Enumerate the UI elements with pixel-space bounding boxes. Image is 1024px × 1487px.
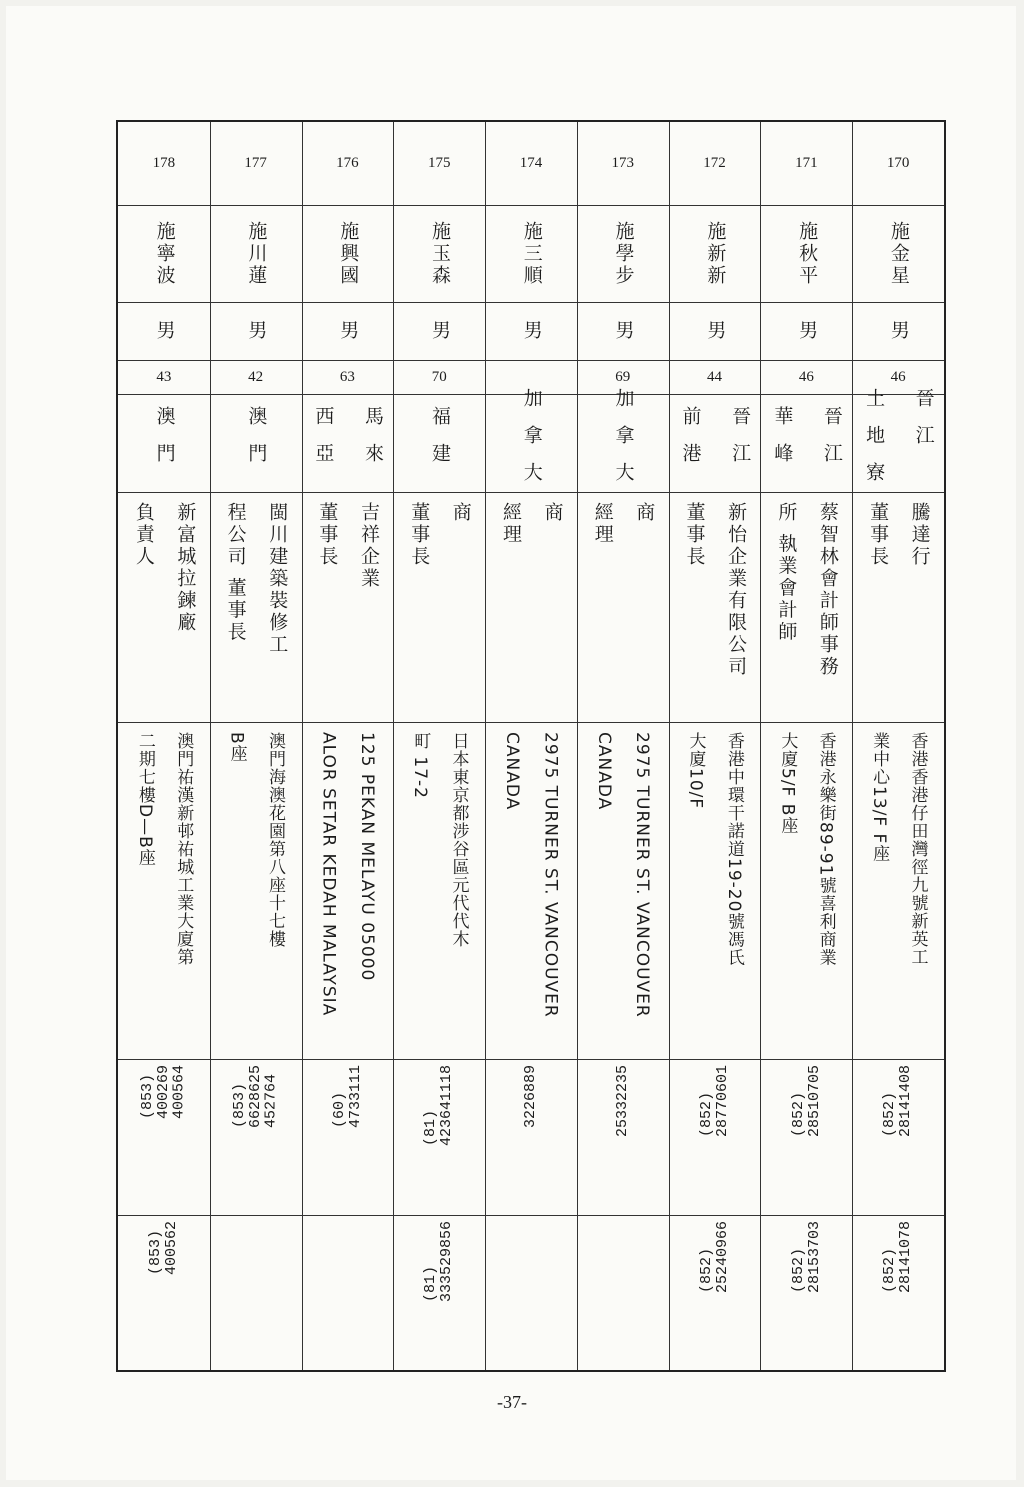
job-lines — [221, 502, 290, 656]
record-number: 171 — [795, 155, 818, 171]
address-lines — [132, 732, 197, 966]
address-line: 二期七樓D—B座 — [134, 732, 155, 867]
address-line: B座 — [226, 732, 247, 763]
record-171-age-cell — [760, 360, 852, 394]
address-line: CANADA — [593, 732, 614, 811]
member-name: 施玉森 — [428, 220, 451, 287]
fax-number: (852) 25240966 — [697, 1221, 731, 1294]
job-line: 董事長 — [408, 502, 431, 568]
sex-value: 男 — [796, 320, 819, 342]
phone-number: (853) 400269 400564 — [139, 1065, 188, 1120]
record-177-address-cell — [210, 722, 302, 1059]
record-174-no-cell — [485, 122, 577, 205]
member-name: 施金星 — [887, 220, 910, 287]
job-line: 負責人 — [132, 502, 155, 568]
member-name: 施學步 — [612, 220, 635, 287]
sex-value: 男 — [245, 320, 268, 342]
job-line: 新怡企業有限公司 — [725, 502, 748, 678]
job-lines — [313, 502, 382, 590]
address-line: 業中心13/F F座 — [869, 732, 890, 863]
record-176-tel2-cell — [302, 1215, 394, 1370]
sex-value: 男 — [428, 320, 451, 342]
place-lines — [150, 406, 178, 480]
address-line: 町 17-2 — [410, 732, 431, 799]
phone-number: (852) 28141408 — [881, 1065, 915, 1138]
age-value: 46 — [890, 368, 906, 385]
record-172-address-cell — [669, 722, 761, 1059]
address-line: 大廈10/F — [685, 732, 706, 810]
job-line: 董事長 — [867, 502, 890, 568]
phone-number: (852) 28770601 — [697, 1065, 731, 1138]
job-line: 新富城拉鍊廠 — [174, 502, 197, 634]
record-172-tel2-cell — [669, 1215, 761, 1370]
job-lines — [772, 502, 841, 678]
record-173-place-cell — [577, 387, 669, 499]
address-line: 香港中環干諾道19-20號馮氏 — [723, 732, 744, 967]
age-value: 70 — [431, 368, 447, 385]
age-value: 44 — [707, 368, 723, 385]
record-176-job-cell — [302, 492, 394, 722]
record-178-tel1-cell — [118, 1059, 210, 1215]
record-177-no-cell — [210, 122, 302, 205]
record-176-age-cell — [302, 360, 394, 394]
age-value: 42 — [248, 368, 264, 385]
record-number: 175 — [427, 155, 451, 171]
record-176-sex-cell — [302, 302, 394, 360]
place-lines — [309, 406, 386, 480]
job-line: 商 — [541, 502, 564, 524]
job-lines — [588, 502, 657, 546]
address-line: CANADA — [501, 732, 522, 811]
page-number: -37- — [497, 1392, 527, 1412]
job-line: 程公司 董事長 — [224, 502, 247, 644]
phone-number: 3226889 — [522, 1065, 540, 1129]
address-lines — [499, 732, 564, 1018]
phone-number: (852) 28510705 — [789, 1065, 823, 1138]
address-line: 125 PEKAN MELAYU 05000 — [356, 732, 377, 982]
place-line: 晉江 — [912, 387, 935, 462]
sex-value: 男 — [887, 320, 910, 342]
record-177-job-cell — [210, 492, 302, 722]
record-178-job-cell — [118, 492, 210, 722]
address-lines — [315, 732, 380, 1016]
age-value: 69 — [615, 368, 631, 385]
job-line: 經理 — [499, 502, 522, 546]
member-name: 施三順 — [520, 220, 543, 287]
record-174-job-cell — [485, 492, 577, 722]
record-173-sex-cell — [577, 302, 669, 360]
record-number: 174 — [519, 155, 543, 171]
age-value: 63 — [339, 368, 355, 385]
place-line: 華峰 — [771, 406, 794, 480]
record-173-no-cell — [577, 122, 669, 205]
place-line: 晉江 — [820, 406, 843, 480]
phone-number: (81) 423641118 — [422, 1065, 456, 1147]
record-172-job-cell — [669, 492, 761, 722]
record-173-job-cell — [577, 492, 669, 722]
record-178-name-cell — [118, 205, 210, 302]
place-lines — [242, 406, 270, 480]
job-line: 騰達行 — [908, 502, 931, 568]
record-173-tel2-cell — [577, 1215, 669, 1370]
record-172-tel1-cell — [669, 1059, 761, 1215]
record-177-age-cell — [210, 360, 302, 394]
member-name: 施川蓮 — [245, 220, 268, 287]
record-178-address-cell — [118, 722, 210, 1059]
record-171-address-cell — [760, 722, 852, 1059]
record-172-age-cell — [669, 360, 761, 394]
record-175-tel2-cell — [393, 1215, 485, 1370]
job-line: 商 — [633, 502, 656, 524]
record-178-tel2-cell — [118, 1215, 210, 1370]
record-177-place-cell — [210, 394, 302, 492]
job-line: 閩川建築裝修工 — [266, 502, 289, 656]
job-line: 經理 — [591, 502, 614, 546]
address-lines — [407, 732, 472, 948]
address-lines — [590, 732, 655, 1018]
sex-value: 男 — [153, 320, 176, 342]
record-175-sex-cell — [393, 302, 485, 360]
address-line: 日本東京都涉谷區元代代木 — [448, 732, 469, 948]
record-175-tel1-cell — [393, 1059, 485, 1215]
sex-value: 男 — [520, 320, 543, 342]
place-line: 西亞 — [312, 406, 335, 480]
record-170-tel1-cell — [852, 1059, 944, 1215]
place-lines — [860, 388, 937, 499]
place-line: 澳門 — [153, 406, 176, 480]
record-175-address-cell — [393, 722, 485, 1059]
record-176-tel1-cell — [302, 1059, 394, 1215]
record-174-place-cell — [485, 387, 577, 499]
job-lines — [496, 502, 565, 546]
record-176-place-cell — [302, 394, 394, 492]
place-line: 前港 — [679, 406, 702, 480]
record-number: 177 — [244, 155, 267, 171]
record-170-job-cell — [852, 492, 944, 722]
place-line: 晉江 — [729, 406, 752, 480]
place-line: 土地寮 — [863, 387, 886, 499]
record-172-place-cell — [669, 394, 761, 492]
place-lines — [609, 388, 637, 499]
job-lines — [864, 502, 933, 568]
record-171-name-cell — [760, 205, 852, 302]
record-173-address-cell — [577, 722, 669, 1059]
record-174-sex-cell — [485, 302, 577, 360]
phone-number: (60) 4733111 — [330, 1065, 364, 1129]
record-172-no-cell — [669, 122, 761, 205]
address-line: ALOR SETAR KEDAH MALAYSIA — [318, 732, 339, 1017]
record-174-tel1-cell — [485, 1059, 577, 1215]
record-170-name-cell — [852, 205, 944, 302]
member-name: 施寧波 — [153, 220, 176, 287]
address-lines — [866, 732, 931, 966]
fax-number: (853) 400562 — [147, 1221, 180, 1276]
job-line: 董事長 — [683, 502, 706, 568]
age-value: 46 — [798, 368, 814, 385]
job-lines — [680, 502, 749, 678]
job-lines — [129, 502, 198, 634]
record-178-no-cell — [118, 122, 210, 205]
record-178-place-cell — [118, 394, 210, 492]
age-value: 43 — [156, 368, 172, 385]
job-lines — [405, 502, 474, 568]
place-lines — [676, 406, 753, 480]
address-line: 香港香港仔田灣徑九號新英工 — [907, 732, 928, 966]
record-176-no-cell — [302, 122, 394, 205]
job-line: 董事長 — [316, 502, 339, 568]
record-177-tel1-cell — [210, 1059, 302, 1215]
address-line: 香港永樂街89-91號喜利商業 — [815, 732, 836, 967]
job-line: 所 執業會計師 — [775, 502, 798, 644]
record-174-address-cell — [485, 722, 577, 1059]
address-lines — [223, 732, 288, 948]
record-171-tel1-cell — [760, 1059, 852, 1215]
record-number: 173 — [611, 155, 634, 171]
fax-number: (852) 28141078 — [881, 1221, 915, 1294]
member-name: 施秋平 — [796, 220, 819, 287]
record-171-job-cell — [760, 492, 852, 722]
job-line: 商 — [449, 502, 472, 524]
record-171-no-cell — [760, 122, 852, 205]
record-number: 170 — [886, 155, 910, 171]
address-lines — [774, 732, 839, 966]
place-line: 馬來 — [361, 406, 384, 480]
record-174-name-cell — [485, 205, 577, 302]
record-175-age-cell — [393, 360, 485, 394]
place-line: 澳門 — [245, 406, 268, 480]
record-178-sex-cell — [118, 302, 210, 360]
member-directory-table — [116, 120, 946, 1372]
fax-number: (852) 28153703 — [789, 1221, 823, 1294]
place-line: 加拿大 — [612, 387, 635, 499]
job-line: 蔡智林會計師事務 — [816, 502, 839, 678]
address-lines — [682, 732, 747, 966]
record-175-place-cell — [393, 394, 485, 492]
fax-number: (81) 333529856 — [422, 1221, 456, 1303]
record-171-sex-cell — [760, 302, 852, 360]
record-176-address-cell — [302, 722, 394, 1059]
record-173-tel1-cell — [577, 1059, 669, 1215]
address-line: 大廈5/F B座 — [777, 732, 798, 835]
record-177-name-cell — [210, 205, 302, 302]
record-number: 178 — [152, 155, 176, 171]
member-name: 施新新 — [704, 220, 727, 287]
record-172-name-cell — [669, 205, 761, 302]
sex-value: 男 — [337, 320, 360, 342]
record-170-address-cell — [852, 722, 944, 1059]
record-170-sex-cell — [852, 302, 944, 360]
record-177-tel2-cell — [210, 1215, 302, 1370]
record-170-tel2-cell — [852, 1215, 944, 1370]
record-171-place-cell — [760, 394, 852, 492]
record-175-name-cell — [393, 205, 485, 302]
place-lines — [425, 406, 453, 480]
place-lines — [517, 388, 545, 499]
address-line: 2975 TURNER ST. VANCOUVER — [632, 732, 653, 1018]
record-175-job-cell — [393, 492, 485, 722]
phone-number: 25332235 — [613, 1065, 631, 1138]
record-176-name-cell — [302, 205, 394, 302]
sex-value: 男 — [704, 320, 727, 342]
record-number: 172 — [703, 155, 726, 171]
record-175-no-cell — [393, 122, 485, 205]
record-170-no-cell — [852, 122, 944, 205]
address-line: 2975 TURNER ST. VANCOUVER — [540, 732, 561, 1018]
record-174-tel2-cell — [485, 1215, 577, 1370]
address-line: 澳門海澳花園第八座十七樓 — [264, 732, 285, 948]
record-171-tel2-cell — [760, 1215, 852, 1370]
record-173-name-cell — [577, 205, 669, 302]
member-name: 施興國 — [337, 220, 360, 287]
sex-value: 男 — [612, 320, 635, 342]
record-number: 176 — [336, 155, 359, 171]
job-line: 吉祥企業 — [357, 502, 380, 590]
place-line: 加拿大 — [520, 387, 543, 499]
place-line: 福建 — [428, 406, 451, 480]
place-lines — [768, 406, 845, 480]
record-177-sex-cell — [210, 302, 302, 360]
record-170-place-cell — [852, 387, 944, 499]
address-line: 澳門祐漢新邨祐城工業大廈第 — [173, 732, 194, 966]
record-172-sex-cell — [669, 302, 761, 360]
phone-number: (853) 6628625 452764 — [231, 1065, 280, 1129]
record-178-age-cell — [118, 360, 210, 394]
